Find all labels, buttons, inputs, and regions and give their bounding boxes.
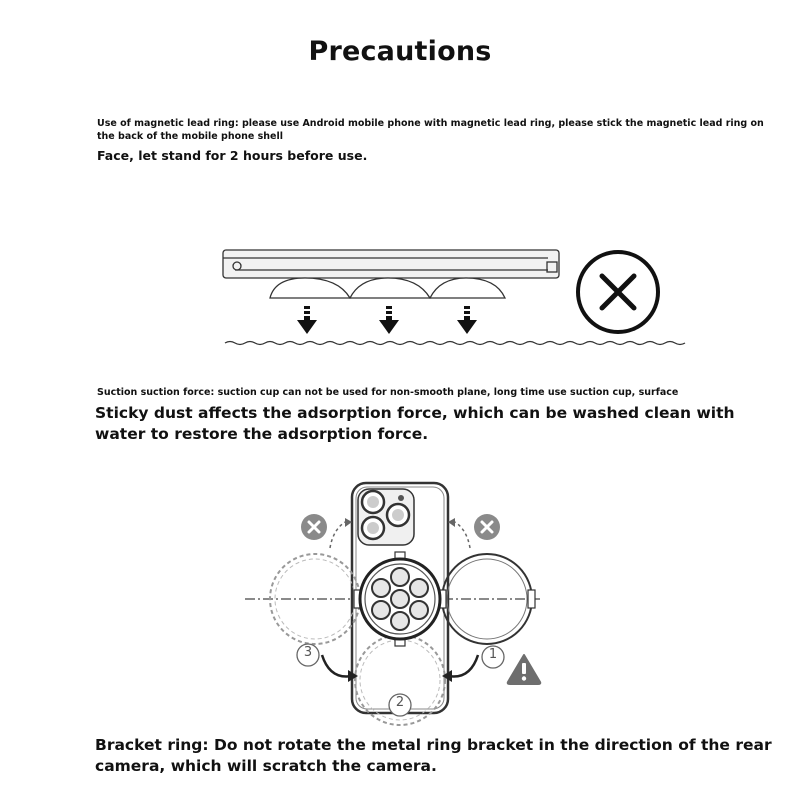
x-circle-icon — [472, 512, 502, 542]
suction-text-line3: water to restore the adsorption force. — [95, 425, 429, 443]
suction-text-line2: Sticky dust affects the adsorption force, which can be washed clean with — [95, 404, 735, 422]
magnetic-ring-text-line1: Use of magnetic lead ring: please use Android mobile phone with magnetic lead ring, please stick the magnetic lead ring on — [97, 118, 764, 129]
magnetic-ring-text-line3: Face, let stand for 2 hours before use. — [97, 148, 368, 163]
warning-triangle-icon — [506, 653, 542, 685]
suction-text-line1: Suction suction force: suction cup can not be used for non-smooth plane, long time use suction cup, surface — [97, 387, 679, 398]
step-1-label: 1 — [488, 647, 498, 662]
page-title: Precautions — [308, 36, 492, 67]
bracket-ring-text-line2: camera, which will scratch the camera. — [95, 757, 437, 775]
magnetic-ring-text-line2: the back of the mobile phone shell — [97, 131, 284, 142]
bracket-ring-text-line1: Bracket ring: Do not rotate the metal ring bracket in the direction of the rear — [95, 736, 772, 754]
step-2-label: 2 — [395, 695, 405, 710]
x-circle-icon — [299, 512, 329, 542]
step-3-label: 3 — [303, 645, 313, 660]
